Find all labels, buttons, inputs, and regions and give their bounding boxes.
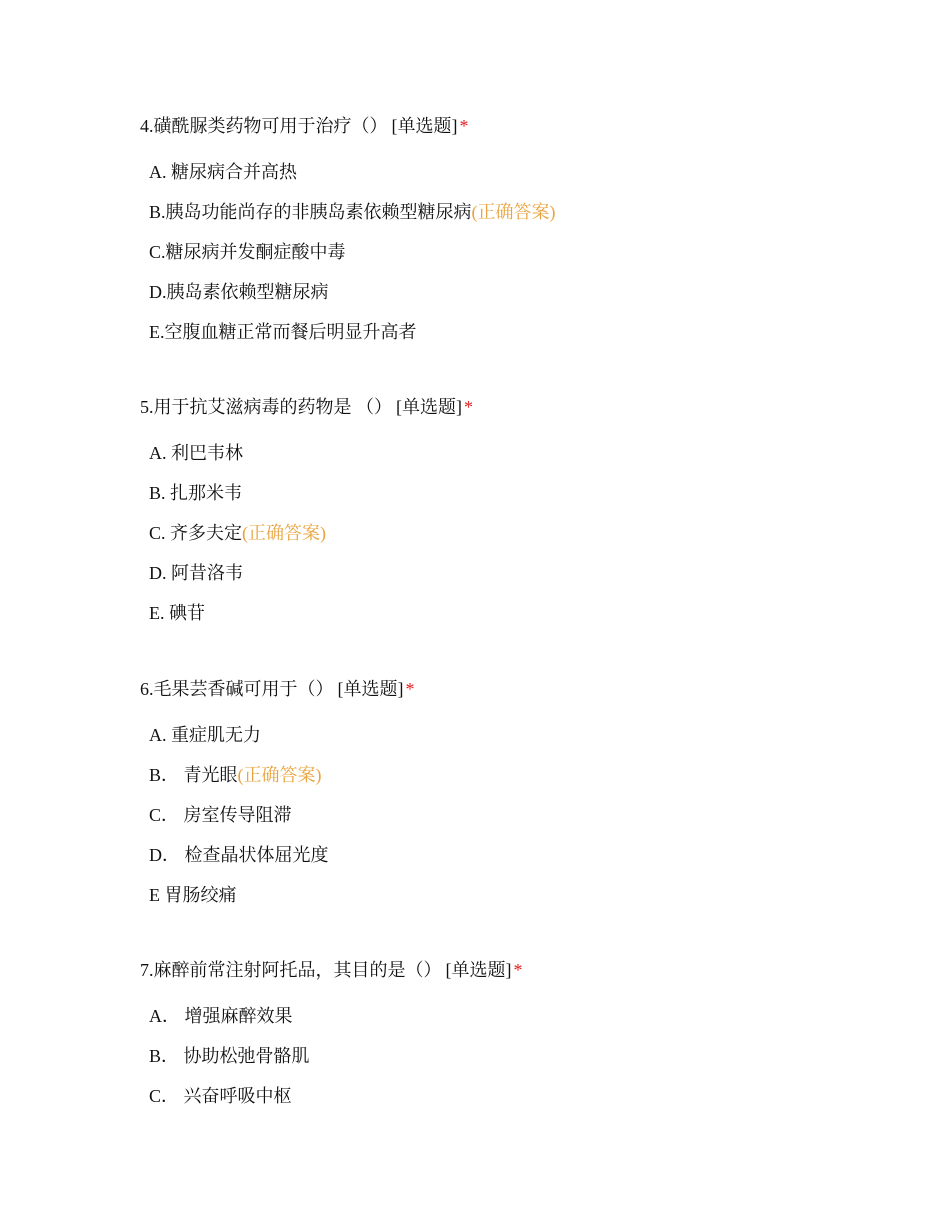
- option-text: B. 扎那米韦: [149, 483, 243, 503]
- option-text: B． 协助松弛骨骼肌: [149, 1046, 310, 1066]
- required-mark: *: [513, 960, 523, 980]
- option-text: A． 增强麻醉效果: [149, 1006, 293, 1026]
- required-mark: *: [459, 116, 469, 136]
- option-text: A. 糖尿病合并高热: [149, 162, 297, 182]
- option-text: D. 阿昔洛韦: [149, 563, 243, 583]
- question-type: [单选题]: [445, 960, 512, 980]
- option-text: B.胰岛功能尚存的非胰岛素依赖型糖尿病: [149, 202, 472, 222]
- option-text: A. 重症肌无力: [149, 725, 261, 745]
- option-text: E. 碘苷: [149, 603, 205, 623]
- option-e[interactable]: [149, 320, 900, 344]
- option-a[interactable]: [149, 1004, 900, 1028]
- question-stem: 5.用于抗艾滋病毒的药物是 （）: [140, 397, 392, 417]
- option-text: B． 青光眼: [149, 765, 238, 785]
- option-c[interactable]: [149, 803, 900, 827]
- option-a[interactable]: [149, 441, 900, 465]
- option-a[interactable]: [149, 160, 900, 184]
- question-type: [单选题]: [391, 116, 458, 136]
- required-mark: *: [464, 397, 473, 417]
- question-type: [单选题]: [396, 397, 462, 417]
- option-c[interactable]: [149, 1084, 900, 1108]
- option-text: D.胰岛素依赖型糖尿病: [149, 282, 329, 302]
- option-text: E.空腹血糖正常而餐后明显升高者: [149, 322, 417, 342]
- option-list: [140, 160, 900, 344]
- question-title: [140, 677, 900, 701]
- option-a[interactable]: [149, 723, 900, 747]
- option-text: C． 兴奋呼吸中枢: [149, 1086, 292, 1106]
- option-text: C.糖尿病并发酮症酸中毒: [149, 242, 346, 262]
- option-b[interactable]: [149, 200, 900, 224]
- option-list: [140, 441, 900, 625]
- question-stem: 4.磺酰脲类药物可用于治疗（）: [140, 116, 388, 136]
- option-list: [140, 723, 900, 907]
- option-e[interactable]: [149, 883, 900, 907]
- question-title: [140, 395, 900, 419]
- correct-answer-tag: (正确答案): [242, 523, 327, 543]
- option-c[interactable]: [149, 521, 900, 545]
- question-type: [单选题]: [337, 679, 404, 699]
- option-c[interactable]: [149, 240, 900, 264]
- option-d[interactable]: [149, 843, 900, 867]
- question-title: [140, 114, 900, 138]
- option-e[interactable]: [149, 601, 900, 625]
- option-b[interactable]: [149, 763, 900, 787]
- correct-answer-tag: (正确答案): [471, 202, 556, 222]
- option-d[interactable]: [149, 280, 900, 304]
- option-text: A. 利巴韦林: [149, 443, 243, 463]
- option-text: D． 检查晶状体屈光度: [149, 845, 329, 865]
- question-5: [140, 395, 900, 641]
- question-stem: 6.毛果芸香碱可用于（）: [140, 679, 334, 699]
- option-b[interactable]: [149, 481, 900, 505]
- option-text: C. 齐多夫定: [149, 523, 243, 543]
- option-d[interactable]: [149, 561, 900, 585]
- question-4: [140, 114, 900, 360]
- question-7: [140, 958, 900, 1124]
- question-6: [140, 677, 900, 923]
- question-stem: 7.麻醉前常注射阿托品，其目的是（）: [140, 960, 442, 980]
- required-mark: *: [405, 679, 415, 699]
- option-b[interactable]: [149, 1044, 900, 1068]
- option-text: E 胃肠绞痛: [149, 885, 237, 905]
- correct-answer-tag: (正确答案): [237, 765, 322, 785]
- option-text: C． 房室传导阻滞: [149, 805, 292, 825]
- question-title: [140, 958, 900, 982]
- option-list: [140, 1004, 900, 1108]
